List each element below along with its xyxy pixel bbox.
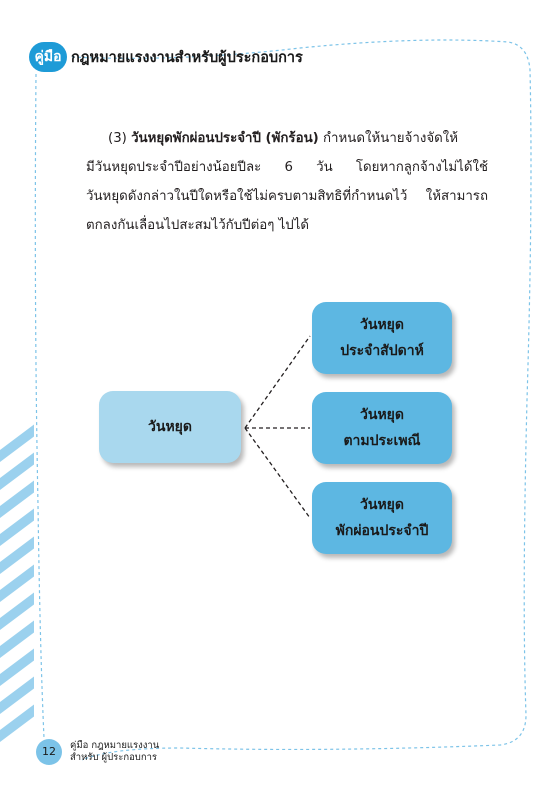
diagram-root-box (99, 391, 241, 463)
footer-line-1: คู่มือ กฎหมายแรงงาน (70, 740, 160, 751)
connector-line-top (245, 336, 310, 428)
child-label-line1: วันหยุด (360, 407, 404, 423)
child-label-line1: วันหยุด (360, 317, 404, 333)
item-heading: วันหยุดพักผ่อนประจำปี (พักร้อน) (131, 131, 319, 146)
diagram-child-weekly (312, 302, 452, 374)
connector-line-bottom (245, 428, 310, 518)
child-label-line1: วันหยุด (360, 497, 404, 513)
item-text: กำหนดให้นายจ้างจัดให้ (318, 131, 459, 146)
paragraph-line-4: ตกลงกันเลื่อนไปสะสมไว้กับปีต่อๆ ไปได้ (86, 218, 310, 233)
item-number: (3) (108, 131, 132, 146)
child-label-line2: ตามประเพณี (343, 433, 421, 449)
header-title: กฎหมายแรงงานสำหรับผู้ประกอบการ (71, 50, 303, 66)
footer-title (70, 740, 159, 764)
child-label-line2: พักผ่อนประจำปี (335, 523, 429, 539)
diagram-child-traditional (312, 392, 452, 464)
page-number: 12 (36, 739, 62, 765)
paragraph-line-3: วันหยุดดังกล่าวในปีใดหรือใช้ไม่ครบตามสิทธิที่กำหนดไว้ ให้สามารถ (86, 189, 488, 204)
footer-line-2: สำหรับ ผู้ประกอบการ (70, 752, 158, 763)
child-label-line2: ประจำสัปดาห์ (340, 343, 424, 359)
root-label: วันหยุด (148, 419, 192, 435)
paragraph-line-2: มีวันหยุดประจำปีอย่างน้อยปีละ 6 วัน โดยหากลูกจ้างไม่ได้ใช้ (86, 160, 488, 175)
guide-badge: คู่มือ (29, 42, 67, 72)
diagram-child-annual (312, 482, 452, 554)
